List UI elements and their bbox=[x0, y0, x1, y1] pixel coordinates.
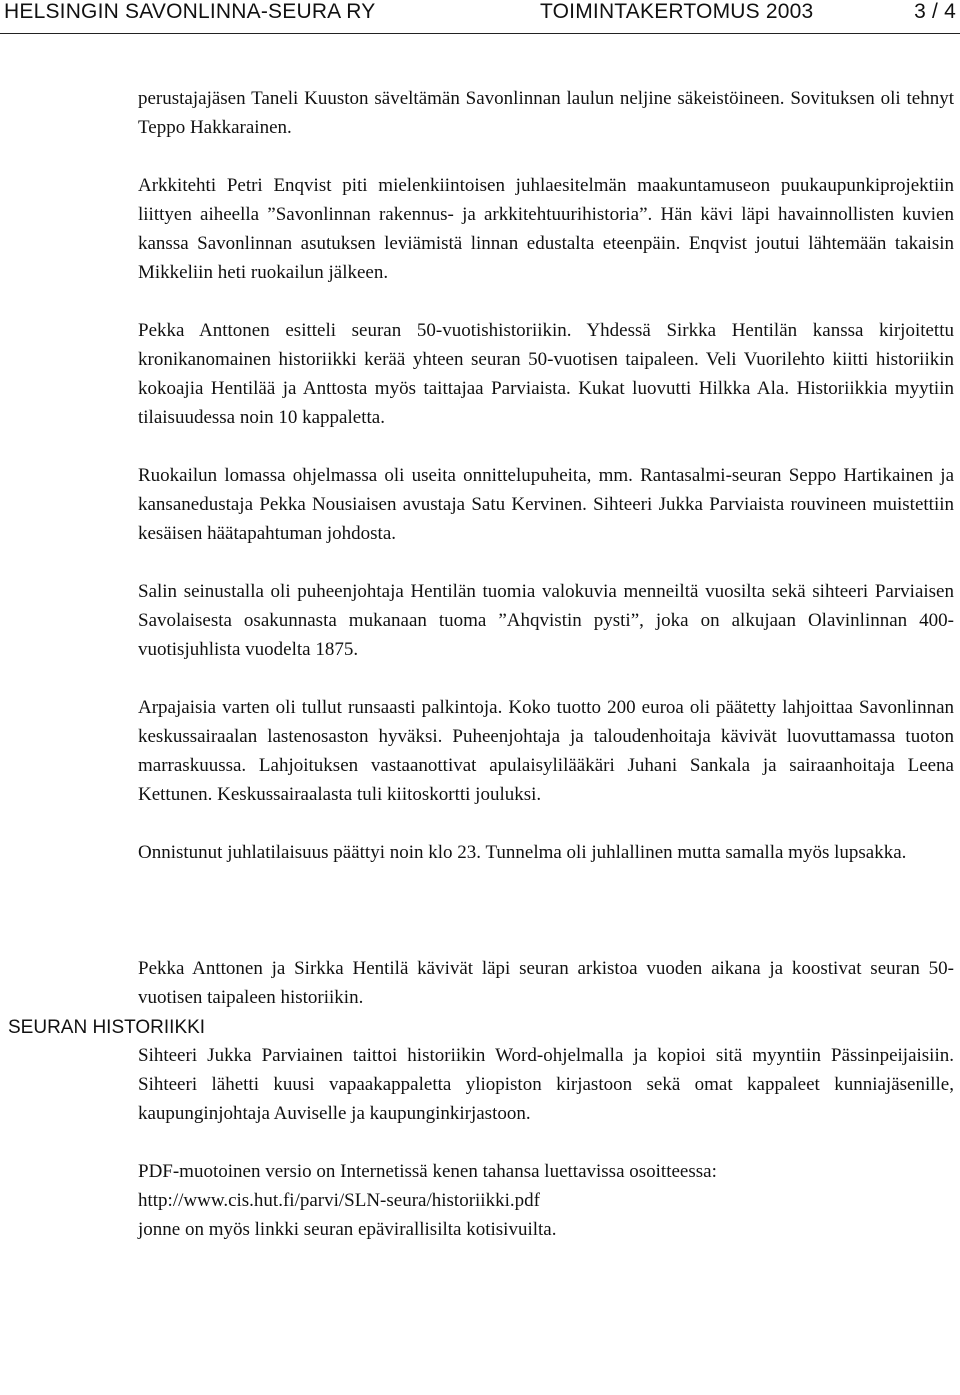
paragraph-7: Onnistunut juhlatilaisuus päättyi noin klo 23. Tunnelma oli juhlallinen mutta samalla myös lupsakka. bbox=[138, 842, 907, 863]
organization-name: HELSINGIN SAVONLINNA-SEURA RY bbox=[4, 0, 376, 23]
paragraph-2: Arkkitehti Petri Enqvist piti mielenkiintoisen juhlaesitelmän maakuntamuseon puukaupunkiprojektiin liittyen aiheella ”Savonlinnan rakennus- ja arkkitehtuurihistoria”. Hän kävi läpi havainnollisten kuvien kanssa Savonlinnan asutuksen leviämistä linnan edustalta eteenpäin. Enqvist joutui lähtemään takaisin Mikkeliin heti ruokailun jälkeen. bbox=[138, 175, 954, 283]
paragraph-9: Sihteeri Jukka Parviainen taittoi historiikin Word-ohjelmalla ja kopioi sitä myyntiin Pässinpeijaisiin. Sihteeri lähetti kuusi vapaakappaletta yliopiston kirjastoon sekä omat kappaleet kunniajäsenille, kaupunginjohtaja Auviselle ja kaupunginkirjastoon. bbox=[138, 1045, 954, 1124]
page-number: 3 / 4 bbox=[914, 0, 956, 23]
section-heading-seuran-historiikki: SEURAN HISTORIIKKI bbox=[8, 1017, 206, 1038]
paragraph-6: Arpajaisia varten oli tullut runsaasti palkintoja. Koko tuotto 200 euroa oli päätetty lahjoittaa Savonlinnan keskussairaalan lastenosaston hyväksi. Puheenjohtaja ja taloudenhoitaja kävivät luovuttamassa tuoton marraskuussa. Lahjoituksen vastaanottivat apulaisylilääkäri Juhani Sankala ja sairaanhoitaja Leena Kettunen. Keskussairaalasta tuli kiitoskortti jouluksi. bbox=[138, 697, 954, 805]
page-header bbox=[0, 0, 960, 34]
paragraph-10: PDF-muotoinen versio on Internetissä kenen tahansa luettavissa osoitteessa: bbox=[138, 1161, 717, 1182]
paragraph-5: Salin seinustalla oli puheenjohtaja Hentilän tuomia valokuvia menneiltä vuosilta sekä sihteeri Parviaisen Savolaisesta osakunnasta mukanaan tuoma ”Ahqvistin pysti”, joka on alkujaan Olavinlinnan 400-vuotisjuhlista vuodelta 1875. bbox=[138, 581, 954, 660]
paragraph-4: Ruokailun lomassa ohjelmassa oli useita onnittelupuheita, mm. Rantasalmi-seuran Seppo Hartikainen ja kansanedustaja Pekka Nousiaisen avustaja Satu Kervinen. Sihteeri Jukka Parviaista rouvineen muistettiin kesäisen häätapahtuman johdosta. bbox=[138, 465, 954, 544]
document-body bbox=[138, 84, 954, 1244]
paragraph-12: jonne on myös linkki seuran epävirallisilta kotisivuilta. bbox=[138, 1219, 557, 1240]
paragraph-8: Pekka Anttonen ja Sirkka Hentilä kävivät läpi seuran arkistoa vuoden aikana ja koostivat seuran 50-vuotisen taipaleen historiikin. bbox=[138, 958, 954, 1008]
header-divider bbox=[0, 33, 960, 34]
document-title: TOIMINTAKERTOMUS 2003 bbox=[540, 0, 814, 23]
historiikki-url-link[interactable]: http://www.cis.hut.fi/parvi/SLN-seura/historiikki.pdf bbox=[138, 1190, 540, 1211]
paragraph-1: perustajajäsen Taneli Kuuston säveltämän Savonlinnan laulun neljine säkeistöineen. Sovituksen oli tehnyt Teppo Hakkarainen. bbox=[138, 88, 954, 138]
paragraph-3: Pekka Anttonen esitteli seuran 50-vuotishistoriikin. Yhdessä Sirkka Hentilän kanssa kirjoitettu kronikanomainen historiikki kerää yhteen seuran 50-vuotisen taipaleen. Veli Vuorilehto kiitti historiikin kokoajia Hentilää ja Anttosta myös taittajaa Parviaista. Kukat luovutti Hilkka Ala. Historiikkia myytiin tilaisuudessa noin 10 kappaletta. bbox=[138, 320, 954, 428]
